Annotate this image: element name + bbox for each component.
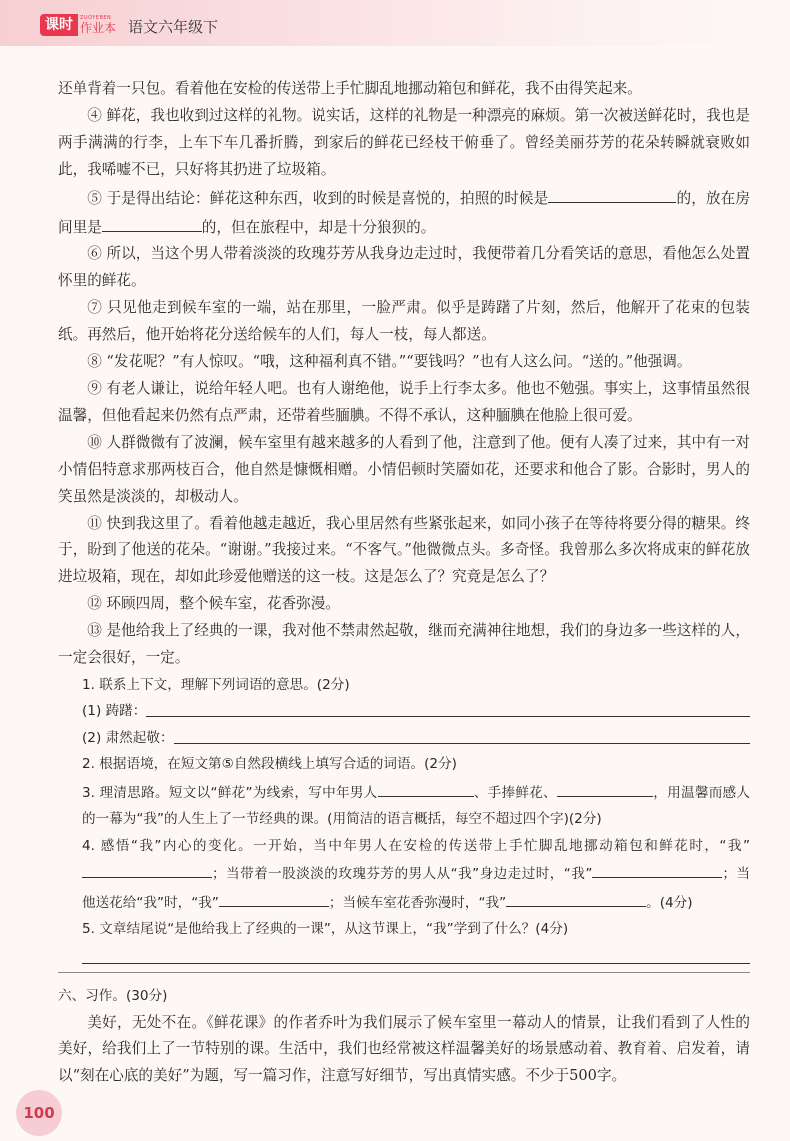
text-run: ；当候车室花香弥漫时，“我” xyxy=(328,894,507,911)
passage-paragraph: ⑫ 环顾四周，整个候车室，花香弥漫。 xyxy=(87,595,340,613)
subject-title: 语文六年级下 xyxy=(128,18,219,36)
answer-blank[interactable] xyxy=(592,859,722,878)
writing-prompt: 美好，无处不在。《鲜花课》的作者乔叶为我们展示了候车室里一幕动人的情景，让我们看到了人性的美好，给我们上了一节特别的课。生活中，我们也经常被这样温馨美好的场景感动着、教育着、启发着，请以“刻在心底的美好”为题，写一篇习作，注意写好细节，写出真情实感。不少于500字。 xyxy=(58,1013,750,1085)
passage-paragraph: ⑥ 所以，当这个男人带着淡淡的玫瑰芬芳从我身边走过时，我便带着几分看笑话的意思，看他怎么处置怀里的鲜花。 xyxy=(58,245,750,290)
answer-blank[interactable] xyxy=(506,888,646,907)
passage-paragraph: ④ 鲜花，我也收到过这样的礼物。说实话，这样的礼物是一种漂亮的麻烦。第一次被送鲜花时，我也是两手满满的行李，上车下车几番折腾，到家后的鲜花已经枝干俯垂了。曾经美丽芬芳的花朵转瞬就衰败如此，我唏嘘不已，只好将其扔进了垃圾箱。 xyxy=(58,106,750,178)
question-label: (2) 肃然起敬： xyxy=(82,729,174,746)
text-run: ，用温馨而感人的一幕为“我”的人生上了一节经典的课。(用简洁的语言概括，每空不超过四个字)(2分) xyxy=(82,784,751,828)
question-2: 2. 根据语境，在短文第⑤自然段横线上填写合适的词语。(2分) xyxy=(82,756,457,773)
passage-paragraph: ⑩ 人群微微有了波澜，候车室里有越来越多的人看到了他，注意到了他。便有人凑了过来，其中有一对小情侣特意求那两枝百合，他自然是慷慨相赠。小情侣顿时笑靥如花，还要求和他合了影。合影时，男人的笑虽然是淡淡的，却极动人。 xyxy=(58,433,750,505)
passage-paragraph: ⑪ 快到我这里了。看着他越走越近，我心里居然有些紧张起来，如同小孩子在等待将要分得的糖果。终于，盼到了他送的花朵。“谢谢。”我接过来。“不客气。”他微微点头。多奇怪。我曾那么多次将成束的鲜花放进垃圾箱，现在，却如此珍爱他赠送的这一枝。这是怎么了？究竟是怎么了？ xyxy=(58,514,750,586)
answer-blank[interactable] xyxy=(557,778,653,797)
answer-blank[interactable] xyxy=(378,778,474,797)
text-run: 的，但在旅程中，却是十分狼狈的。 xyxy=(201,218,436,236)
writing-heading: 六、习作。(30分) xyxy=(58,987,168,1004)
passage-paragraph: ⑧ “发花呢？”有人惊叹。“哦，这种福利真不错。”“要钱吗？”也有人这么问。“送的。”他强调。 xyxy=(87,353,692,371)
header-bar xyxy=(0,0,790,46)
question-label: (1) 踌躇： xyxy=(82,703,147,720)
questions-section xyxy=(58,672,750,964)
passage-paragraph: ⑨ 有老人谦让，说给年轻人吧。也有人谢绝他，说手上行李太多。他也不勉强。事实上，这事情虽然很温馨，但他看起来仍然有点严肃，还带着些腼腆。不得不承认，这种腼腆在他脸上很可爱。 xyxy=(58,379,750,424)
answer-blank[interactable] xyxy=(102,213,202,232)
page-content xyxy=(58,76,750,1090)
question-4 xyxy=(58,833,750,917)
answer-blank[interactable] xyxy=(219,888,329,907)
logo-main: 课时 xyxy=(40,14,78,36)
text-run: 、手捧鲜花、 xyxy=(473,784,557,801)
question-1-2 xyxy=(58,725,750,752)
text-run: 4. 感悟“我”内心的变化。一开始，当中年男人在安检的传送带上手忙脚乱地挪动箱包和鲜花时，“我” xyxy=(82,837,750,854)
answer-blank[interactable] xyxy=(82,859,212,878)
text-run: ；当带着一股淡淡的玫瑰芬芳的男人从“我”身边走过时，“我” xyxy=(212,866,593,883)
logo-word: 作业本 xyxy=(80,21,117,35)
answer-line[interactable] xyxy=(82,943,750,964)
section-divider xyxy=(58,972,750,973)
text-run: ⑤ 于是得出结论：鲜花这种东西，收到的时候是喜悦的，拍照的时候是 xyxy=(87,189,549,207)
text-run: 。(4分) xyxy=(646,894,693,911)
answer-line[interactable] xyxy=(174,725,750,744)
page-number: 100 xyxy=(16,1090,62,1136)
brand-logo xyxy=(40,14,116,36)
text-run: 3. 理清思路。短文以“鲜花”为线索，写中年男人 xyxy=(82,784,378,801)
question-1-1 xyxy=(58,698,750,725)
passage-paragraph: 还单背着一只包。看着他在安检的传送带上手忙脚乱地挪动箱包和鲜花，我不由得笑起来。 xyxy=(58,80,642,97)
passage-paragraph: ⑦ 只见他走到候车室的一端，站在那里，一脸严肃。似乎是踌躇了片刻，然后，他解开了花束的包装纸。再然后，他开始将花分送给候车的人们，每人一枝，每人都送。 xyxy=(58,299,750,344)
question-5: 5. 文章结尾说“是他给我上了经典的一课”，从这节课上，“我”学到了什么？(4分) xyxy=(82,921,569,938)
answer-blank[interactable] xyxy=(548,184,676,203)
passage-paragraph-5 xyxy=(58,184,750,242)
answer-line[interactable] xyxy=(146,698,750,717)
question-1: 1. 联系上下文，理解下列词语的意思。(2分) xyxy=(82,676,350,693)
text-run: ；当他送花给“我”时，“我” xyxy=(82,866,751,911)
logo-pinyin: ZUOYEBEN xyxy=(80,15,112,21)
passage-paragraph: ⑬ 是他给我上了经典的一课，我对他不禁肃然起敬，继而充满神往地想，我们的身边多一些这样的人，一定会很好，一定。 xyxy=(58,622,750,667)
question-3 xyxy=(58,778,750,833)
text-run: 的，放在房间里是 xyxy=(58,189,750,236)
